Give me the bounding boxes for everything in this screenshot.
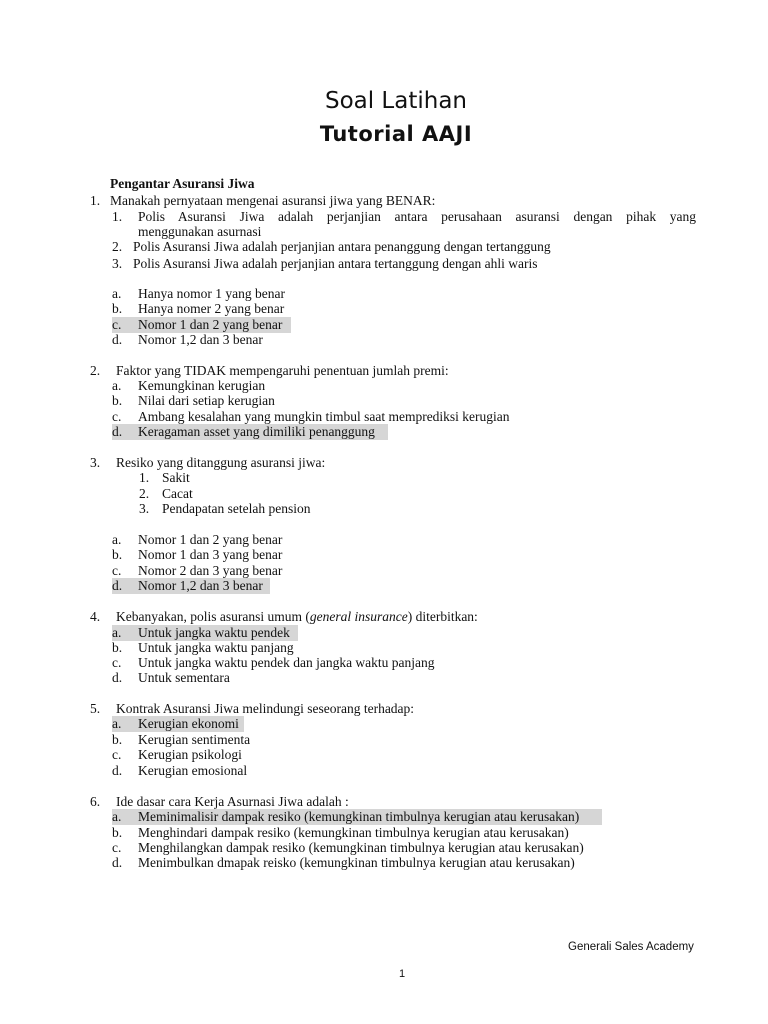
- option-text: Hanya nomor 1 yang benar: [138, 286, 285, 301]
- option-c: [112, 655, 435, 671]
- option-letter: a.: [112, 378, 122, 393]
- statement-item: [112, 256, 538, 272]
- question-number: 4.: [90, 609, 101, 624]
- option-text: Untuk jangka waktu pendek: [138, 625, 290, 640]
- option-text: Menghindari dampak resiko (kemungkinan timbulnya kerugian atau kerusakan): [138, 825, 569, 840]
- statement-number: 1.: [112, 209, 123, 224]
- option-letter: c.: [112, 317, 122, 332]
- option-text: Nomor 1 dan 3 yang benar: [138, 547, 283, 562]
- statement-text: Sakit: [162, 470, 190, 485]
- option-text: Nilai dari setiap kerugian: [138, 393, 275, 408]
- option-c: [112, 563, 283, 579]
- option-a-correct: [112, 625, 298, 641]
- option-letter: a.: [112, 532, 122, 547]
- highlighted-answer: [112, 625, 298, 641]
- option-letter: a.: [112, 286, 122, 301]
- question-2: [90, 363, 449, 379]
- option-text: Untuk jangka waktu pendek dan jangka waktu panjang: [138, 655, 435, 670]
- option-letter: d.: [112, 670, 123, 685]
- question-text-part: Kebanyakan, polis asuransi umum (: [116, 609, 310, 624]
- option-letter: d.: [112, 855, 123, 870]
- option-a: [112, 532, 283, 548]
- question-text: Faktor yang TIDAK mempengaruhi penentuan jumlah premi:: [116, 363, 449, 378]
- option-letter: b.: [112, 732, 123, 747]
- option-c: [112, 409, 510, 425]
- option-letter: d.: [112, 578, 123, 593]
- question-text: Manakah pernyataan mengenai asuransi jiwa yang BENAR:: [110, 193, 436, 208]
- option-text: Keragaman asset yang dimiliki penanggung: [138, 424, 375, 439]
- highlighted-answer: [112, 317, 291, 333]
- statement-number: 2.: [139, 486, 150, 501]
- question-text: [116, 609, 478, 625]
- option-c: [112, 840, 584, 856]
- statement-number: 3.: [112, 256, 123, 271]
- option-text: Menghilangkan dampak resiko (kemungkinan timbulnya kerugian atau kerusakan): [138, 840, 584, 855]
- option-text: Nomor 1 dan 2 yang benar: [138, 532, 283, 547]
- option-b: [112, 393, 275, 409]
- question-number: 2.: [90, 363, 101, 378]
- statement-item: [112, 239, 551, 255]
- highlighted-answer: [112, 716, 244, 732]
- option-text: Menimbulkan dmapak reisko (kemungkinan timbulnya kerugian atau kerusakan): [138, 855, 575, 870]
- option-c-correct: [112, 317, 291, 333]
- option-b: [112, 640, 294, 656]
- option-letter: b.: [112, 393, 123, 408]
- option-text: Meminimalisir dampak resiko (kemungkinan timbulnya kerugian atau kerusakan): [138, 809, 580, 824]
- option-b: [112, 547, 283, 563]
- option-d: [112, 855, 575, 871]
- statement-number: 3.: [139, 501, 150, 516]
- option-a-correct: [112, 716, 244, 732]
- option-c: [112, 747, 242, 763]
- option-letter: b.: [112, 825, 123, 840]
- option-letter: b.: [112, 301, 123, 316]
- question-text: Resiko yang ditanggung asuransi jiwa:: [116, 455, 326, 470]
- option-d-correct: [112, 424, 388, 440]
- option-letter: d.: [112, 424, 123, 439]
- option-d: [112, 332, 263, 348]
- question-1: [90, 193, 436, 209]
- option-text: Nomor 1 dan 2 yang benar: [138, 317, 283, 332]
- question-4: [90, 609, 478, 625]
- option-letter: b.: [112, 547, 123, 562]
- question-number: 3.: [90, 455, 101, 470]
- page-subtitle: Tutorial AAJI: [319, 122, 473, 146]
- statement-item: [139, 501, 311, 517]
- statement-text: Polis Asuransi Jiwa adalah perjanjian antara tertanggung dengan ahli waris: [133, 256, 538, 271]
- statement-number: 1.: [139, 470, 150, 485]
- question-text: Ide dasar cara Kerja Asurnasi Jiwa adalah :: [116, 794, 349, 809]
- option-letter: a.: [112, 809, 122, 824]
- highlighted-answer: [112, 578, 270, 594]
- option-letter: c.: [112, 563, 122, 578]
- statement-number: 2.: [112, 239, 123, 254]
- option-letter: c.: [112, 747, 122, 762]
- option-b: [112, 732, 251, 748]
- option-letter: d.: [112, 763, 123, 778]
- footer-text: Generali Sales Academy: [568, 941, 694, 953]
- statement-text: Pendapatan setelah pension: [162, 501, 311, 516]
- option-text: Kerugian emosional: [138, 763, 248, 778]
- option-text: Nomor 1,2 dan 3 benar: [138, 332, 263, 347]
- question-text-italic: general insurance: [309, 609, 408, 624]
- statement-item: [139, 486, 193, 502]
- option-letter: a.: [112, 716, 122, 731]
- section-heading: Pengantar Asuransi Jiwa: [110, 176, 255, 191]
- question-number: 6.: [90, 794, 101, 809]
- option-text: Nomor 2 dan 3 yang benar: [138, 563, 283, 578]
- option-letter: a.: [112, 625, 122, 640]
- option-text: Ambang kesalahan yang mungkin timbul saat memprediksi kerugian: [138, 409, 510, 424]
- option-b: [112, 301, 285, 317]
- statement-text: Cacat: [162, 486, 193, 501]
- question-text: Kontrak Asuransi Jiwa melindungi seseorang terhadap:: [116, 701, 415, 716]
- statement-item: [139, 470, 190, 486]
- option-letter: b.: [112, 640, 123, 655]
- question-6: [90, 794, 349, 810]
- option-text: Kerugian psikologi: [138, 747, 242, 762]
- option-text: Nomor 1,2 dan 3 benar: [138, 578, 263, 593]
- option-text: Kemungkinan kerugian: [138, 378, 266, 393]
- option-letter: c.: [112, 409, 122, 424]
- option-text: Kerugian ekonomi: [138, 716, 239, 731]
- option-a: [112, 286, 285, 302]
- option-a: [112, 378, 266, 394]
- question-number: 5.: [90, 701, 101, 716]
- question-number: 1.: [90, 193, 101, 208]
- option-text: Kerugian sentimenta: [138, 732, 251, 747]
- option-a-correct: [112, 809, 602, 825]
- question-5: [90, 701, 415, 717]
- option-letter: c.: [112, 840, 122, 855]
- question-3: [90, 455, 326, 471]
- option-b: [112, 825, 569, 841]
- option-letter: d.: [112, 332, 123, 347]
- statement-text-cont: menggunakan asurnasi: [138, 224, 262, 239]
- page-title: Soal Latihan: [324, 88, 468, 114]
- highlighted-answer: [112, 809, 602, 825]
- highlighted-answer: [112, 424, 388, 440]
- option-d: [112, 670, 230, 686]
- question-text-part: ) diterbitkan:: [407, 609, 478, 624]
- statement-text: Polis Asuransi Jiwa adalah perjanjian antara perusahaan asuransi dengan pihak yang: [138, 209, 696, 224]
- option-d-correct: [112, 578, 270, 594]
- page-number: 1: [398, 968, 406, 980]
- option-text: Hanya nomer 2 yang benar: [138, 301, 285, 316]
- statement-text: Polis Asuransi Jiwa adalah perjanjian antara penanggung dengan tertanggung: [133, 239, 551, 254]
- option-text: Untuk sementara: [138, 670, 230, 685]
- option-letter: c.: [112, 655, 122, 670]
- option-text: Untuk jangka waktu panjang: [138, 640, 294, 655]
- option-d: [112, 763, 248, 779]
